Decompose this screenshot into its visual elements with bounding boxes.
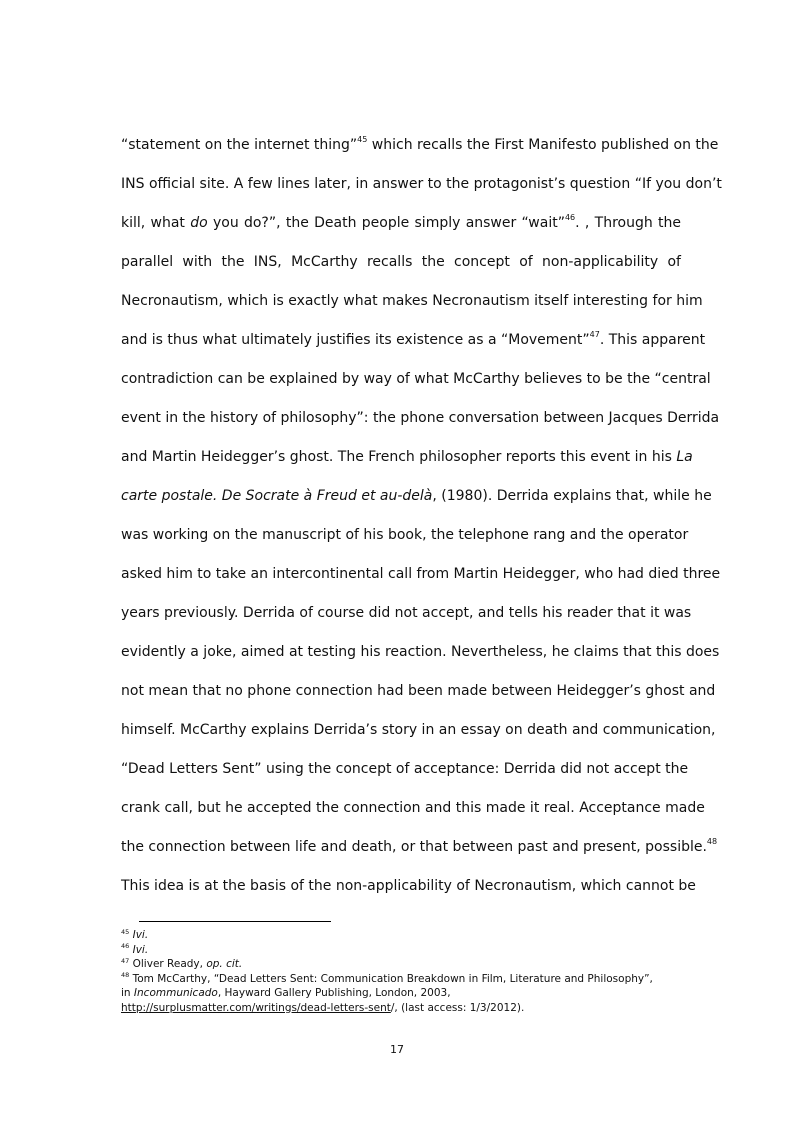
text-line: and Martin Heidegger’s ghost. The French philosopher reports this event in his La <box>121 449 693 465</box>
text-line: asked him to take an intercontinental call from Martin Heidegger, who had died three <box>121 566 721 582</box>
text-line: This idea is at the basis of the non-applicability of Necronautism, which cannot be <box>121 878 696 894</box>
source-link[interactable]: http://surplusmatter.com/writings/dead-letters-sent <box>121 1001 391 1014</box>
footnote-ref-47[interactable]: 47 <box>589 330 600 340</box>
text-line: “Dead Letters Sent” using the concept of acceptance: Derrida did not accept the <box>121 761 689 777</box>
text-line: parallel with the INS, McCarthy recalls the concept of non-applicability of <box>121 254 681 270</box>
page-number: 17 <box>390 1043 404 1056</box>
footnotes <box>121 928 701 1015</box>
footnote-45: $^{45}$ Ivi. <box>121 927 149 941</box>
footnote-48-link-line: http://surplusmatter.com/writings/dead-letters-sent/, (last access: 1/3/2012). <box>121 1001 525 1014</box>
text-line: and is thus what ultimately justifies its existence as a “Movement”$^{47}$. This apparent <box>121 330 706 348</box>
text-line: “statement on the internet thing”$^{45}$ which recalls the First Manifesto published on the <box>121 135 719 153</box>
footnote-ref-46[interactable]: 46 <box>564 213 576 223</box>
text-line: crank call, but he accepted the connection and this made it real. Acceptance made <box>121 800 705 816</box>
footnote-ref-45[interactable]: 45 <box>357 135 368 145</box>
text-line: INS official site. A few lines later, in answer to the protagonist’s question “If you don’t <box>121 176 722 192</box>
text-line: not mean that no phone connection had been made between Heidegger’s ghost and <box>121 683 716 699</box>
text-line: years previously. Derrida of course did not accept, and tells his reader that it was <box>121 605 692 621</box>
footnote-48-cont: in Incommunicado, Hayward Gallery Publishing, London, 2003, <box>121 987 451 999</box>
text-line: contradiction can be explained by way of what McCarthy believes to be the “central <box>121 371 711 387</box>
text-line: evidently a joke, aimed at testing his reaction. Nevertheless, he claims that this does <box>121 644 720 660</box>
footnote-47: $^{47}$ Oliver Ready, op. cit. <box>121 956 243 970</box>
text-line: kill, what do you do?”, the Death people simply answer “wait”$^{46}$. , Through the <box>121 213 681 231</box>
text-line: Necronautism, which is exactly what makes Necronautism itself interesting for him <box>121 293 703 309</box>
body-text <box>121 126 722 906</box>
text-line: the connection between life and death, or that between past and present, possible.$^{48}$ <box>121 837 718 855</box>
text-line: himself. McCarthy explains Derrida’s story in an essay on death and communication, <box>121 722 716 738</box>
footnote-ref-48[interactable]: 48 <box>706 837 718 847</box>
text-line: event in the history of philosophy”: the phone conversation between Jacques Derrida <box>121 410 720 426</box>
footnote-46: $^{46}$ Ivi. <box>121 942 149 956</box>
footnote-separator <box>139 921 331 922</box>
text-line: was working on the manuscript of his book, the telephone rang and the operator <box>121 527 689 543</box>
text-line: carte postale. De Socrate à Freud et au-delà, (1980). Derrida explains that, while he <box>121 488 712 504</box>
footnote-48: $^{48}$ Tom McCarthy, “Dead Letters Sent: Communication Breakdown in Film, Literature and Philosophy”, <box>121 971 653 985</box>
